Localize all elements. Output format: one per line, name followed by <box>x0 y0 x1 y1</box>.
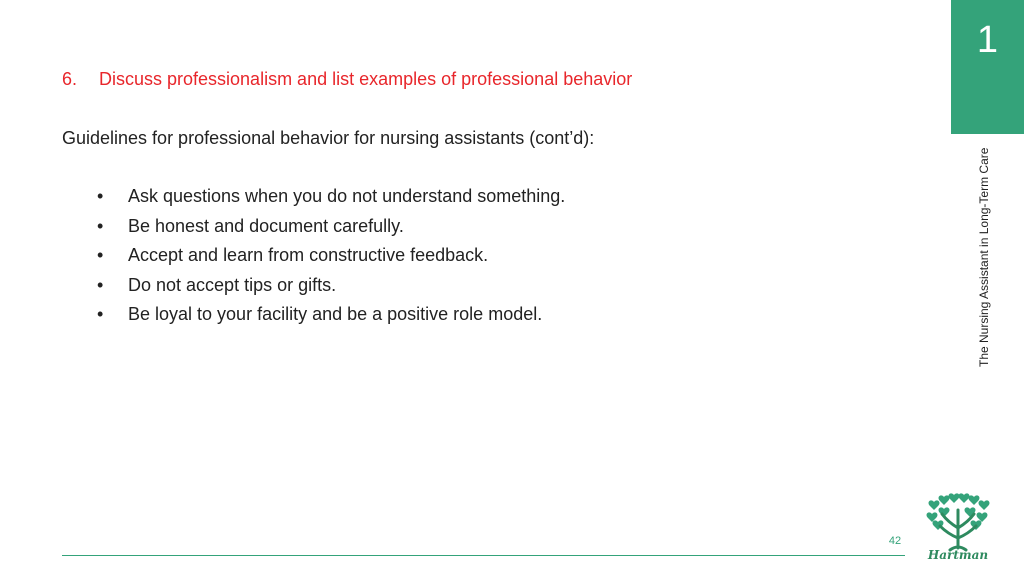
list-item-text: Be loyal to your facility and be a positive role model. <box>128 304 543 325</box>
page-number: 42 <box>888 535 902 547</box>
list-item <box>97 216 565 246</box>
list-item <box>97 304 565 334</box>
list-item-text: Do not accept tips or gifts. <box>128 274 337 295</box>
list-item-text: Accept and learn from constructive feedback. <box>128 245 489 266</box>
list-item <box>97 186 565 216</box>
bullet-icon: • <box>97 304 104 325</box>
heading-number: 6. <box>62 69 78 89</box>
intro-text: Guidelines for professional behavior for nursing assistants (cont’d): <box>62 128 595 148</box>
bullet-icon: • <box>97 245 104 266</box>
hartman-logo-wordmark: Hartman <box>927 548 989 562</box>
bullet-icon: • <box>97 186 104 206</box>
chapter-number: 1 <box>976 19 999 61</box>
bullet-icon: • <box>97 274 104 295</box>
slide-heading <box>62 69 632 90</box>
heading-text: Discuss professionalism and list examples of professional behavior <box>99 69 633 89</box>
book-title-vertical: The Nursing Assistant in Long-Term Care <box>977 147 991 367</box>
list-item <box>97 275 565 305</box>
list-item-text: Be honest and document carefully. <box>128 215 404 236</box>
list-item <box>97 245 565 275</box>
bullet-list <box>97 186 565 334</box>
footer-divider <box>62 555 905 556</box>
chapter-number-box <box>951 0 1024 134</box>
bullet-icon: • <box>97 215 104 236</box>
list-item-text: Ask questions when you do not understand something. <box>128 186 566 206</box>
